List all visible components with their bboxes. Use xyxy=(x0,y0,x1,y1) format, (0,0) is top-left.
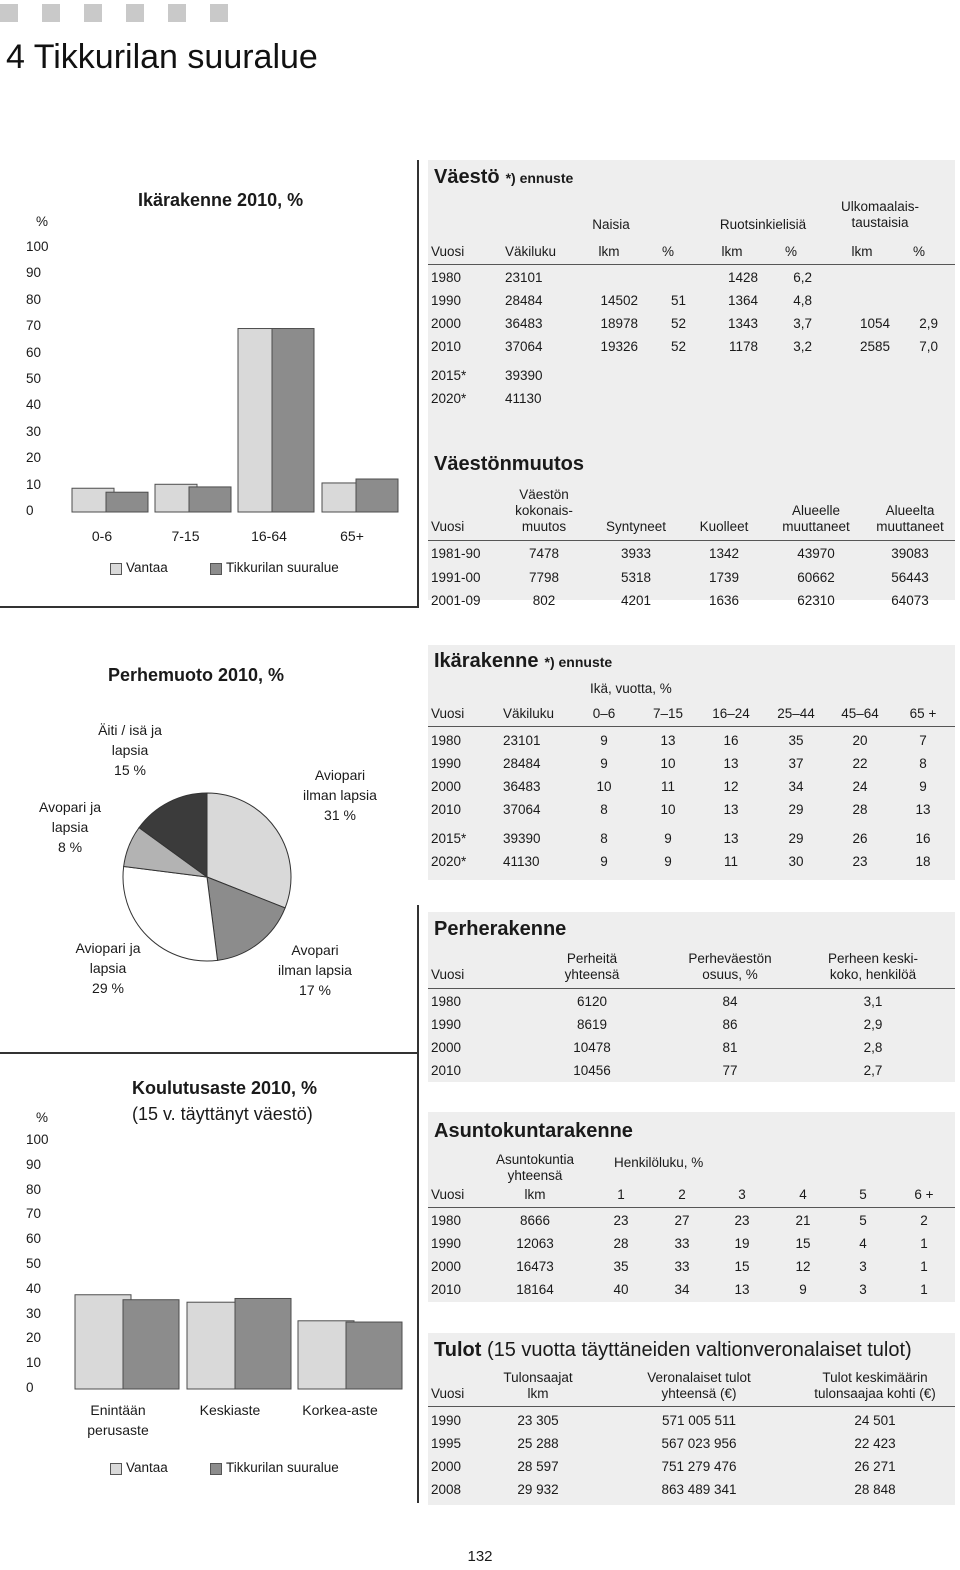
y-tick-label: 40 xyxy=(26,397,42,413)
asuntokunta-header-cell: 5 xyxy=(859,1187,867,1202)
pie-label-avopari-lapsia: Avopari ja lapsia 8 % xyxy=(38,799,101,855)
vaesto-cell: 2020* xyxy=(431,391,467,406)
y-tick-label: 90 xyxy=(26,265,42,281)
asuntokunta-cell: 1 xyxy=(920,1259,928,1274)
y-tick-label: 30 xyxy=(26,1305,42,1321)
legend-label-tikkurila: Tikkurilan suuralue xyxy=(226,560,339,575)
ikarakenne-cell: 23101 xyxy=(503,733,541,748)
vaesto-cell: 2,9 xyxy=(919,316,938,331)
vaesto-cell: 19326 xyxy=(600,339,638,354)
ikarakenne-cell: 16 xyxy=(723,733,739,748)
x-tick-label: 65+ xyxy=(340,528,364,544)
ikarakenne-cell: 18 xyxy=(915,854,931,869)
ikarakenne-cell: 23 xyxy=(852,854,868,869)
ikarakenne-cell: 29 xyxy=(788,831,804,846)
vaestonmuutos-header-rule xyxy=(428,540,955,541)
vaesto-cell: 1343 xyxy=(727,316,758,331)
ikarakenne-cell: 11 xyxy=(723,854,738,869)
ikarakenne-cell: 28484 xyxy=(503,756,541,771)
ikarakenne-header-cell: 65 + xyxy=(909,706,937,721)
vaestonmuutos-cell: 39083 xyxy=(891,546,929,561)
asuntokunta-cell: 13 xyxy=(734,1282,750,1297)
asuntokunta-header-cell: Vuosi xyxy=(431,1187,465,1202)
x-tick-label: 16-64 xyxy=(251,528,287,544)
asuntokunta-header-cell: 2 xyxy=(678,1187,686,1202)
ikarakenne-cell: 29 xyxy=(788,802,804,817)
edu-chart-subtitle: (15 v. täyttänyt väestö) xyxy=(132,1104,313,1124)
vaesto-title: Väestö *) ennuste xyxy=(434,166,574,188)
y-tick-label: 10 xyxy=(26,1355,42,1371)
vaesto-header-ruotsinkielisia: Ruotsinkielisiä xyxy=(719,217,807,232)
y-tick-label: 60 xyxy=(26,1231,42,1247)
vaesto-cell: 1054 xyxy=(859,316,890,331)
vaesto-cell: 51 xyxy=(670,293,686,308)
vaesto-header-cell: % xyxy=(784,244,797,259)
vaestonmuutos-cell: 62310 xyxy=(797,593,835,608)
tulot-cell: 863 489 341 xyxy=(661,1482,737,1497)
perherakenne-cell: 3,1 xyxy=(863,994,883,1009)
vaestonmuutos-cell: 60662 xyxy=(797,570,835,585)
ikarakenne-header-cell: 45–64 xyxy=(841,706,879,721)
perherakenne-cell: 84 xyxy=(722,994,738,1009)
tulot-cell: 28 848 xyxy=(854,1482,896,1497)
perherakenne-cell: 2010 xyxy=(431,1063,462,1078)
perherakenne-cell: 8619 xyxy=(576,1017,608,1032)
vaesto-header-ulkomaalais: Ulkomaalais- taustaisia xyxy=(840,199,920,230)
y-tick-label: 40 xyxy=(26,1280,42,1296)
tulot-cell: 24 501 xyxy=(854,1413,896,1428)
ikarakenne-cell: 41130 xyxy=(503,854,540,869)
vaesto-header-cell: Vuosi xyxy=(431,244,465,259)
vaesto-header-cell: lkm xyxy=(851,244,873,259)
edu-chart-title: Koulutusaste 2010, % xyxy=(132,1078,318,1098)
ikarakenne-header-cell: 0–6 xyxy=(592,706,616,721)
bar-tikkurila xyxy=(235,1298,291,1389)
ikarakenne-cell: 10 xyxy=(660,756,676,771)
tulot-cell: 2008 xyxy=(431,1482,462,1497)
tulot-title: Tulot (15 vuotta täyttäneiden valtionveronalaiset tulot) xyxy=(434,1339,912,1361)
vaesto-cell: 28484 xyxy=(505,293,543,308)
vaestonmuutos-cell: 3933 xyxy=(620,546,652,561)
ikarakenne-cell: 9 xyxy=(664,831,672,846)
tulot-header-cell: Veronalaiset tulot yhteensä (€) xyxy=(647,1370,751,1401)
asuntokunta-cell: 2010 xyxy=(431,1282,462,1297)
tulot-cell: 571 005 511 xyxy=(661,1413,737,1428)
ikarakenne-header-cell: 25–44 xyxy=(777,706,815,721)
asuntokunta-cell: 33 xyxy=(674,1259,690,1274)
tulot-cell: 29 932 xyxy=(517,1482,559,1497)
ikarakenne-cell: 2015* xyxy=(431,831,467,846)
vaestonmuutos-header-cell: Kuolleet xyxy=(699,519,749,534)
ikarakenne-header-cell: 7–15 xyxy=(652,706,684,721)
y-tick-label: 90 xyxy=(26,1156,42,1172)
asuntokunta-cell: 1990 xyxy=(431,1236,462,1251)
asuntokunta-cell: 15 xyxy=(795,1236,811,1251)
y-tick-label: 30 xyxy=(26,423,42,439)
vaesto-cell: 2010 xyxy=(431,339,462,354)
vaestonmuutos-cell: 2001-09 xyxy=(431,593,481,608)
perherakenne-cell: 1990 xyxy=(431,1017,462,1032)
asuntokunta-cell: 5 xyxy=(859,1213,867,1228)
ikarakenne-cell: 16 xyxy=(915,831,931,846)
asuntokunta-cell: 21 xyxy=(795,1213,811,1228)
vaestonmuutos-cell: 56443 xyxy=(891,570,929,585)
vaesto-cell: 23101 xyxy=(505,270,543,285)
ikarakenne-cell: 28 xyxy=(852,802,868,817)
asuntokunta-cell: 19 xyxy=(734,1236,750,1251)
ikarakenne-title: Ikärakenne *) ennuste xyxy=(434,650,613,672)
ikarakenne-cell: 2010 xyxy=(431,802,462,817)
ikarakenne-cell: 9 xyxy=(600,854,608,869)
vaesto-cell: 36483 xyxy=(505,316,543,331)
legend-label-tikkurila: Tikkurilan suuralue xyxy=(226,1460,339,1475)
ikarakenne-header-cell: 16–24 xyxy=(712,706,750,721)
tulot-cell: 567 023 956 xyxy=(661,1436,737,1451)
x-tick-label: 7-15 xyxy=(171,528,200,544)
tulot-cell: 23 305 xyxy=(517,1413,559,1428)
perherakenne-header-rule xyxy=(428,988,955,989)
ikarakenne-cell: 35 xyxy=(788,733,804,748)
asuntokunta-cell: 27 xyxy=(674,1213,690,1228)
asuntokunta-cell: 1980 xyxy=(431,1213,462,1228)
tulot-cell: 1995 xyxy=(431,1436,462,1451)
ikarakenne-cell: 1980 xyxy=(431,733,462,748)
family-chart-title: Perhemuoto 2010, % xyxy=(108,665,285,685)
vaestonmuutos-header-cell: Syntyneet xyxy=(605,519,667,534)
ikarakenne-cell: 7 xyxy=(919,733,927,748)
asuntokunta-title: Asuntokuntarakenne xyxy=(434,1120,633,1142)
vaesto-header-cell: % xyxy=(912,244,925,259)
edu-chart-y-unit: % xyxy=(36,1110,49,1125)
ikarakenne-cell: 8 xyxy=(600,802,608,817)
perherakenne-header-cell: Vuosi xyxy=(431,967,465,982)
tulot-header-cell: Tulot keskimäärin tulonsaajaa kohti (€) xyxy=(814,1370,936,1401)
vaesto-header-cell: Väkiluku xyxy=(505,244,557,259)
asuntokunta-header-henkiloluku: Henkilöluku, % xyxy=(614,1155,704,1170)
asuntokunta-header-cell: 4 xyxy=(799,1187,807,1202)
vaestonmuutos-cell: 802 xyxy=(532,593,556,608)
ikarakenne-cell: 9 xyxy=(919,779,927,794)
vaestonmuutos-cell: 1342 xyxy=(708,546,740,561)
perherakenne-cell: 10456 xyxy=(573,1063,611,1078)
vaesto-cell: 52 xyxy=(670,339,686,354)
vaestonmuutos-cell: 1739 xyxy=(708,570,740,585)
y-tick-label: 60 xyxy=(26,344,42,360)
asuntokunta-cell: 2000 xyxy=(431,1259,462,1274)
edu-x-label-korkea-aste: Korkea-aste xyxy=(302,1402,378,1418)
vaesto-cell: 3,2 xyxy=(793,339,812,354)
ikarakenne-cell: 10 xyxy=(660,802,676,817)
ikarakenne-cell: 39390 xyxy=(503,831,541,846)
perherakenne-cell: 10478 xyxy=(573,1040,611,1055)
vaesto-cell: 37064 xyxy=(505,339,543,354)
asuntokunta-cell: 1 xyxy=(920,1236,928,1251)
ikarakenne-cell: 36483 xyxy=(503,779,541,794)
ikarakenne-group-header: Ikä, vuotta, % xyxy=(590,681,672,696)
vaestonmuutos-header-cell: Väestön kokonais- muutos xyxy=(515,487,573,534)
asuntokunta-cell: 40 xyxy=(613,1282,629,1297)
vaesto-header-cell: lkm xyxy=(598,244,620,259)
y-tick-label: 20 xyxy=(26,1330,42,1346)
asuntokunta-cell: 3 xyxy=(859,1282,867,1297)
y-tick-label: 10 xyxy=(26,476,42,492)
vaestonmuutos-header-cell: Vuosi xyxy=(431,519,465,534)
vaesto-cell: 18978 xyxy=(600,316,638,331)
asuntokunta-cell: 12 xyxy=(795,1259,811,1274)
asuntokunta-cell: 23 xyxy=(734,1213,750,1228)
ikarakenne-cell: 37064 xyxy=(503,802,541,817)
ikarakenne-header-cell: Vuosi xyxy=(431,706,465,721)
vaesto-cell: 2000 xyxy=(431,316,462,331)
y-tick-label: 100 xyxy=(26,239,49,254)
ikarakenne-cell: 11 xyxy=(660,779,675,794)
ikarakenne-cell: 2000 xyxy=(431,779,462,794)
y-tick-label: 20 xyxy=(26,450,42,466)
ikarakenne-cell: 20 xyxy=(852,733,868,748)
vaesto-cell: 1178 xyxy=(728,339,758,354)
vaesto-cell: 2015* xyxy=(431,368,467,383)
asuntokunta-cell: 15 xyxy=(734,1259,750,1274)
edu-x-label-perusaste: Enintään perusaste xyxy=(87,1402,149,1438)
perherakenne-cell: 2,8 xyxy=(863,1040,883,1055)
ikarakenne-cell: 22 xyxy=(852,756,868,771)
tulot-header-rule xyxy=(428,1406,955,1407)
age-chart-y-unit: % xyxy=(36,214,49,229)
y-tick-label: 70 xyxy=(26,1206,42,1222)
bar-tikkurila xyxy=(346,1322,402,1389)
y-tick-label: 80 xyxy=(26,1181,42,1197)
perherakenne-title: Perherakenne xyxy=(434,918,567,940)
ikarakenne-cell: 37 xyxy=(788,756,804,771)
ikarakenne-cell: 13 xyxy=(723,802,739,817)
ikarakenne-cell: 34 xyxy=(788,779,804,794)
ikarakenne-cell: 2020* xyxy=(431,854,467,869)
asuntokunta-header-cell: 6 + xyxy=(914,1187,934,1202)
tulot-cell: 22 423 xyxy=(854,1436,896,1451)
vaestonmuutos-cell: 1636 xyxy=(708,593,740,608)
vaesto-cell: 4,8 xyxy=(793,293,812,308)
page-title: 4 Tikkurilan suuralue xyxy=(6,38,318,76)
tulot-cell: 28 597 xyxy=(517,1459,559,1474)
ikarakenne-cell: 12 xyxy=(723,779,739,794)
vaesto-cell: 41130 xyxy=(505,391,542,406)
legend-swatch-tikkurila xyxy=(210,1463,222,1475)
y-tick-label: 100 xyxy=(26,1132,49,1147)
perherakenne-cell: 86 xyxy=(722,1017,738,1032)
ikarakenne-cell: 13 xyxy=(915,802,931,817)
legend-label-vantaa: Vantaa xyxy=(126,560,168,575)
perherakenne-cell: 2000 xyxy=(431,1040,462,1055)
tulot-cell: 26 271 xyxy=(854,1459,896,1474)
ikarakenne-cell: 13 xyxy=(723,831,739,846)
y-tick-label: 0 xyxy=(26,1380,34,1395)
vaestonmuutos-cell: 43970 xyxy=(797,546,835,561)
tulot-header-cell: Tulonsaajat lkm xyxy=(503,1370,573,1401)
asuntokunta-header-rule xyxy=(428,1207,955,1208)
vaesto-header-cell: lkm xyxy=(721,244,743,259)
legend-swatch-vantaa xyxy=(110,1463,122,1475)
edu-x-label-keskiaste: Keskiaste xyxy=(199,1402,261,1418)
vaesto-cell: 39390 xyxy=(505,368,543,383)
age-chart-title: Ikärakenne 2010, % xyxy=(138,190,304,210)
vaestonmuutos-cell: 4201 xyxy=(620,593,652,608)
vaestonmuutos-cell: 64073 xyxy=(891,593,929,608)
vaesto-cell: 3,7 xyxy=(793,316,812,331)
asuntokunta-cell: 2 xyxy=(920,1213,928,1228)
asuntokunta-header-cell: 1 xyxy=(617,1187,625,1202)
page-number: 132 xyxy=(467,1548,493,1565)
ikarakenne-header-rule xyxy=(428,726,955,727)
ikarakenne-cell: 30 xyxy=(788,854,804,869)
vaestonmuutos-title: Väestönmuutos xyxy=(434,453,585,475)
asuntokunta-cell: 12063 xyxy=(516,1236,554,1251)
asuntokunta-cell: 4 xyxy=(859,1236,867,1251)
tulot-cell: 1990 xyxy=(431,1413,462,1428)
tulot-cell: 25 288 xyxy=(517,1436,559,1451)
asuntokunta-cell: 9 xyxy=(799,1282,807,1297)
vaesto-header-rule xyxy=(428,264,955,265)
ikarakenne-header-cell: Väkiluku xyxy=(503,706,555,721)
asuntokunta-cell: 28 xyxy=(613,1236,629,1251)
asuntokunta-cell: 8666 xyxy=(519,1213,551,1228)
y-tick-label: 50 xyxy=(26,371,42,386)
asuntokunta-cell: 1 xyxy=(920,1282,928,1297)
perherakenne-header-cell: Perheväestön osuus, % xyxy=(688,951,772,982)
ikarakenne-cell: 13 xyxy=(660,733,676,748)
vaestonmuutos-cell: 5318 xyxy=(620,570,652,585)
perherakenne-cell: 1980 xyxy=(431,994,462,1009)
asuntokunta-header-cell: 3 xyxy=(738,1187,746,1202)
vaestonmuutos-cell: 1991-00 xyxy=(431,570,481,585)
perherakenne-header-cell: Perheitä yhteensä xyxy=(564,951,620,982)
perherakenne-cell: 81 xyxy=(722,1040,738,1055)
ikarakenne-cell: 9 xyxy=(600,733,608,748)
tulot-cell: 751 279 476 xyxy=(661,1459,737,1474)
vaesto-header-naisia: Naisia xyxy=(592,217,630,232)
pie-label-aviopari-lapsia: Aviopari ja lapsia 29 % xyxy=(75,940,141,996)
x-tick-label: 0-6 xyxy=(91,528,113,544)
vaesto-cell: 2585 xyxy=(859,339,890,354)
vaesto-cell: 1364 xyxy=(727,293,758,308)
y-tick-label: 0 xyxy=(26,503,34,518)
vaestonmuutos-header-cell: Alueelle muuttaneet xyxy=(782,503,850,534)
ikarakenne-cell: 10 xyxy=(596,779,612,794)
ikarakenne-cell: 24 xyxy=(852,779,868,794)
ikarakenne-cell: 8 xyxy=(600,831,608,846)
asuntokunta-cell: 16473 xyxy=(516,1259,554,1274)
asuntokunta-header-cell: lkm xyxy=(524,1187,546,1202)
asuntokunta-cell: 23 xyxy=(613,1213,629,1228)
asuntokunta-cell: 3 xyxy=(859,1259,867,1274)
asuntokunta-header-asuntokuntia: Asuntokuntia yhteensä xyxy=(495,1152,575,1183)
asuntokunta-cell: 35 xyxy=(613,1259,629,1274)
y-tick-label: 50 xyxy=(26,1256,42,1271)
vaestonmuutos-cell: 7798 xyxy=(528,570,560,585)
vaesto-cell: 14502 xyxy=(600,293,638,308)
perherakenne-header-cell: Perheen keski- koko, henkilöä xyxy=(827,951,919,982)
ikarakenne-cell: 9 xyxy=(600,756,608,771)
vaesto-header-cell: % xyxy=(661,244,674,259)
perherakenne-cell: 77 xyxy=(722,1063,738,1078)
perherakenne-cell: 6120 xyxy=(576,994,608,1009)
vaesto-cell: 1428 xyxy=(727,270,758,285)
ikarakenne-cell: 1990 xyxy=(431,756,462,771)
perherakenne-cell: 2,9 xyxy=(863,1017,883,1032)
bar-tikkurila xyxy=(123,1300,179,1389)
asuntokunta-cell: 33 xyxy=(674,1236,690,1251)
ikarakenne-cell: 8 xyxy=(919,756,927,771)
perherakenne-cell: 2,7 xyxy=(863,1063,883,1078)
legend-label-vantaa: Vantaa xyxy=(126,1460,168,1475)
asuntokunta-cell: 18164 xyxy=(516,1282,554,1297)
vaestonmuutos-cell: 1981-90 xyxy=(431,546,481,561)
ikarakenne-cell: 9 xyxy=(664,854,672,869)
y-tick-label: 80 xyxy=(26,291,42,307)
pie-label-aiti-isa: Äiti / isä ja lapsia 15 % xyxy=(98,722,162,778)
asuntokunta-cell: 34 xyxy=(674,1282,690,1297)
tulot-header-cell: Vuosi xyxy=(431,1386,465,1401)
ikarakenne-cell: 26 xyxy=(852,831,868,846)
vaesto-cell: 6,2 xyxy=(793,270,812,285)
pie-label-aviopari-ilman: Aviopari ilman lapsia 31 % xyxy=(303,767,377,823)
ikarakenne-cell: 13 xyxy=(723,756,739,771)
pie-label-avopari-ilman: Avopari ilman lapsia 17 % xyxy=(278,942,352,998)
y-tick-label: 70 xyxy=(26,318,42,334)
vaesto-cell: 7,0 xyxy=(919,339,938,354)
vaesto-cell: 1990 xyxy=(431,293,462,308)
tulot-cell: 2000 xyxy=(431,1459,462,1474)
vaestonmuutos-cell: 7478 xyxy=(528,546,560,561)
vaestonmuutos-header-cell: Alueelta muuttaneet xyxy=(876,503,944,534)
vaesto-cell: 52 xyxy=(670,316,686,331)
vaesto-cell: 1980 xyxy=(431,270,462,285)
